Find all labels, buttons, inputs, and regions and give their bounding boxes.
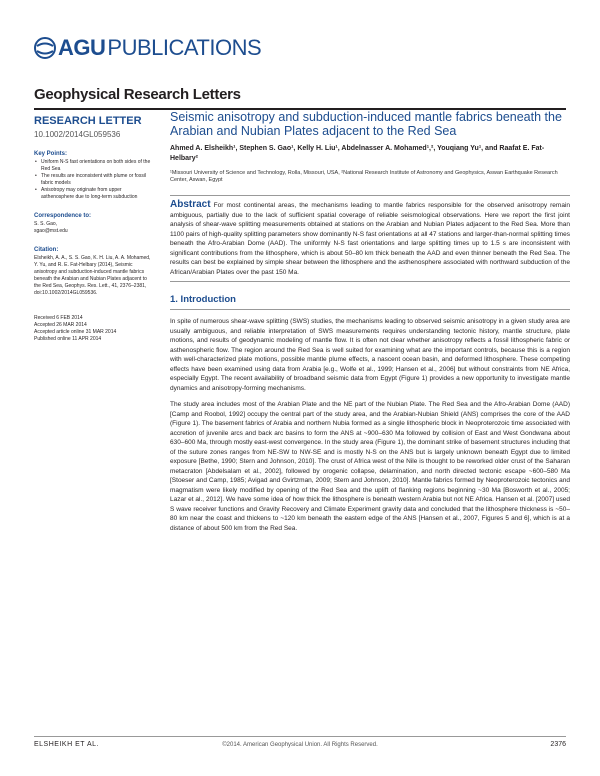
correspondence-name: S. S. Gao, bbox=[34, 221, 58, 227]
section-rule bbox=[170, 309, 570, 310]
article-title: Seismic anisotropy and subduction-induced mantle fabrics beneath the Arabian and Nubian Plates adjacent to the Red Sea bbox=[170, 110, 562, 138]
correspondence-email[interactable]: sgao@mst.edu bbox=[34, 228, 68, 234]
footer-copyright: ©2014. American Geophysical Union. All Rights Reserved. bbox=[222, 742, 378, 748]
citation-text: Elsheikh, A. A., S. S. Gao, K. H. Liu, A. A. Mohamed, Y. Yu, and R. E. Fat-Helbary (2014), Seismic anisotropy and subduction-induced mantle fabrics beneath the Arabian and Nubian Plates adjacent to the Red Sea, Geophys. Res. Lett., 41, 2376–2381, doi:10.1002/2014GL059536. bbox=[34, 255, 151, 296]
agu-globe-icon bbox=[34, 37, 56, 59]
journal-name: Geophysical Research Letters bbox=[34, 86, 241, 103]
affiliations: ¹Missouri University of Science and Technology, Rolla, Missouri, USA, ²National Research Institute of Astronomy and Geophysics, Aswan Earthquake Research Center, Aswan, Egypt bbox=[170, 170, 558, 183]
key-point: • Uniform N-S fast orientations on both sides of the Red Sea bbox=[41, 159, 154, 173]
received-date: Received 6 FEB 2014 bbox=[34, 315, 83, 321]
footer-authors: ELSHEIKH ET AL. bbox=[34, 741, 99, 748]
sidebar bbox=[34, 115, 154, 343]
footer-rule bbox=[34, 736, 566, 737]
key-points-heading: Key Points: bbox=[34, 151, 68, 157]
key-point: • Anisotropy may originate from upper asthenosphere due to long-term subduction bbox=[41, 187, 154, 201]
key-point: • The results are inconsistent with plume or fossil fabric models bbox=[41, 173, 154, 187]
abstract-heading: Abstract bbox=[170, 199, 211, 210]
citation-heading: Citation: bbox=[34, 247, 59, 253]
key-points-list bbox=[34, 159, 154, 201]
page-number: 2376 bbox=[550, 741, 566, 748]
article-type: RESEARCH LETTER bbox=[34, 115, 142, 127]
section-heading-introduction: 1. Introduction bbox=[170, 294, 236, 305]
abstract-section bbox=[170, 195, 570, 282]
article-dates bbox=[34, 315, 154, 343]
abstract-text: For most continental areas, the mechanisms leading to mantle fabrics responsible for the observed anisotropy remain ambiguous, partially due to the lack of sufficient spatial coverage of reliable seismological observations. Here we report the first joint analysis of shear-wave splitting measurements obtained at stations on the Arabian and Nubian Plates adjacent to the Red Sea. More than 1100 pairs of high-quality splitting parameters show dominantly N-S fast orientations at all 47 stations and larger-than-normal splitting times beneath the Afro-Arabian Dome (AAD). The uniformly N-S fast orientations and large splitting times up to 1.5 s are inconsistent with significant contributions from the lithosphere, which is about 50–80 km thick beneath the AAD and even thinner beneath the Red Sea. The results can best be explained by simple shear between the lithosphere and the asthenosphere associated with northward subduction of the African/Arabian Plates over the past 150 Ma. bbox=[170, 202, 571, 276]
logo-agu-text: AGU bbox=[58, 35, 106, 60]
paragraph: The study area includes most of the Arabian Plate and the NE part of the Nubian Plate. The Red Sea and the Afro-Arabian Dome (AAD) [Camp and Roobol, 1992] occupy the central part of the study area, and the Arabian-Nubian Shield (ANS) comprises the core of the AAD (Figure 1). The basement fabrics of Arabia and northern Nubia formed as a single lithospheric block in Neoproterozoic time associated with accretion of juvenile arcs and back arc basins to form the ANS at ~900–630 Ma followed by collision of East and West Gondwana about 630–600 Ma, through mostly east-west convergence. In the study area (Figure 1), the dominant strike of basement structures including that of the suture zones ranges from NE-SW to NW-SE and is mostly N-S on the ANS but is largely unknown beneath Egypt due to limited exposure [Bethe, 1990; Stern and Johnson, 2010]. The crust of Africa west of the Nile is thought to be reworked older crust of the Saharan metacraton [Abdelsalam et al., 2002], followed by orogenic collapse, delamination, and north directed tectonic escape ~600–580 Ma [Stoeser and Camp, 1985; Avigad and Gvirtzman, 2009; Stern and Johnson, 2010]. Mantle fabrics formed by Neoproterozoic tectonics and magmatism were likely modified by opening of the Red Sea and the uplift of flanking regions beginning ~30 Ma [Bosworth et al., 2005; Lazar et al., 2012]. We have some idea of how thick the lithosphere is beneath western Arabia but not NE Africa. Hansen et al. [2007] used S wave receiver functions and Gravity Recovery and Climate Experiment gravity data and concluded that the lithosphere thickness is ~50–80 km near the coast and thickens to ~120 km beneath the eastern edge of the ANS [Hansen et al., 2007, Figures 5 and 6], which is at a distance of about 500 km from the Red Sea. bbox=[170, 401, 570, 532]
agu-logo bbox=[34, 35, 261, 61]
author-list: Ahmed A. Elsheikh¹, Stephen S. Gao¹, Kelly H. Liu¹, Abdelnasser A. Mohamed¹,², Youqiang Yu¹, and Raafat E. Fat-Helbary² bbox=[170, 145, 545, 162]
correspondence-heading: Correspondence to: bbox=[34, 213, 92, 219]
accepted-online-date: Accepted article online 31 MAR 2014 bbox=[34, 329, 117, 335]
paragraph: In spite of numerous shear-wave splitting (SWS) studies, the mechanisms leading to observed seismic anisotropy in a given study area are usually ambiguous, and reliable interpretation of SWS measurements requires understanding tectonic history, mantle structure, plate motions, and results of geodynamic modeling of mantle flow. It is often not clear whether anisotropy reflects a fossil lithospheric fabric or asthenospheric flow. The region around the Red Sea is well suited for examining what are the important controls, because this is a region with well-characterized plate motions, possible mantle plume effects, a nascent ocean basin, and deformed lithosphere. These competing effects have been examined using data from Arabia [e.g., Wolfe et al., 1999; Hansen et al., 2006] but without constraints from NE Africa, especially Egypt. The recent availability of broadband seismic data from Egypt (Figure 1) provides a new opportunity to investigate mantle dynamics and anisotropy-forming mechanisms. bbox=[170, 318, 570, 392]
published-date: Published online 11 APR 2014 bbox=[34, 336, 102, 342]
accepted-date: Accepted 26 MAR 2014 bbox=[34, 322, 87, 328]
article-main bbox=[170, 110, 570, 533]
logo-publications-text: PUBLICATIONS bbox=[107, 35, 262, 60]
doi[interactable]: 10.1002/2014GL059536 bbox=[34, 130, 121, 139]
abstract bbox=[170, 200, 570, 277]
